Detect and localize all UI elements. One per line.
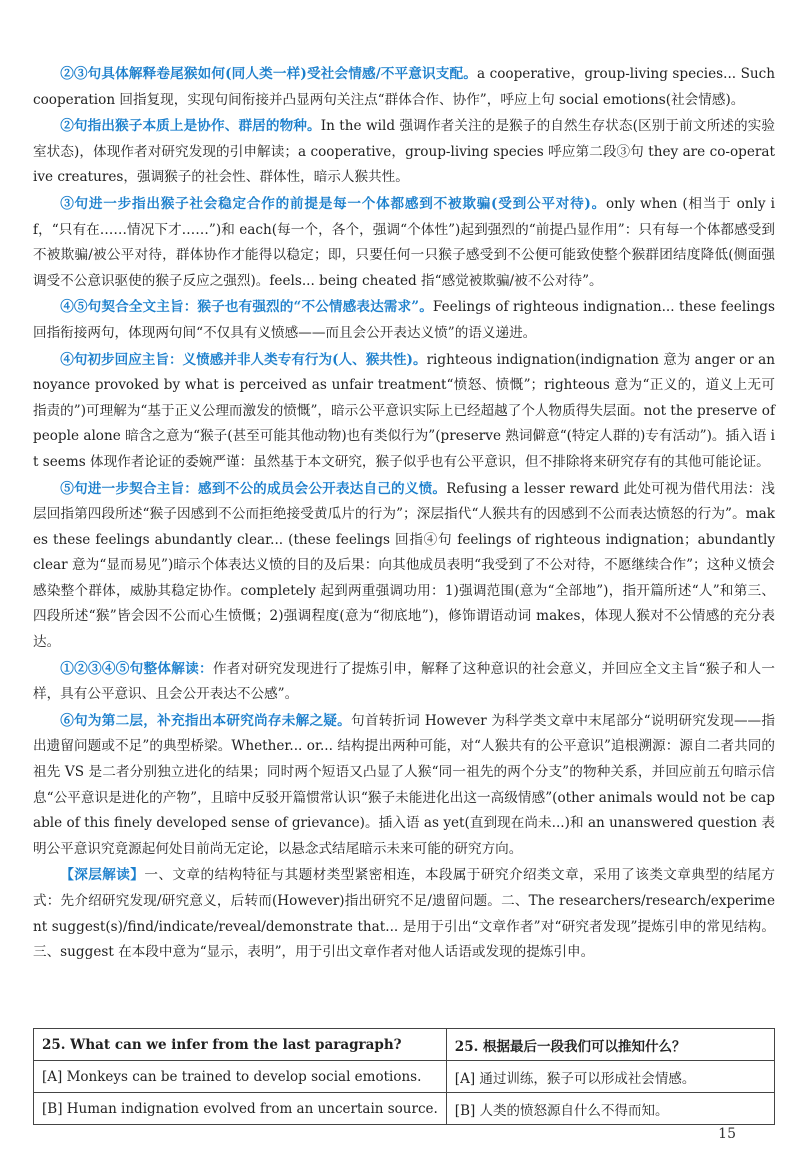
- option-a-english: [A] Monkeys can be trained to develop social emotions.: [34, 1061, 447, 1093]
- paragraph-1: [33, 62, 775, 113]
- question-chinese: 25. 根据最后一段我们可以推知什么？: [446, 1029, 774, 1061]
- commentary-body: [33, 62, 775, 967]
- paragraph-text: In the wild 强调作者关注的是猴子的自然生存状态(区别于前文所述的实验室状态)，体现作者对研究发现的引申解读；a cooperative，group-living species 呼应第二段③句 they are co-operative creatures，强调猴子的社会性、群体性，暗示人猴共性。: [33, 118, 776, 186]
- paragraph-lead: ②③句具体解释卷尾猴如何(同人类一样)受社会情感/不平意识支配。: [60, 66, 478, 82]
- paragraph-7: [33, 657, 775, 708]
- page-number: 15: [718, 1126, 736, 1142]
- paragraph-lead: ⑥句为第二层，补充指出本研究尚存未解之疑。: [60, 712, 351, 729]
- paragraph-lead: ①②③④⑤句整体解读：: [60, 660, 213, 677]
- paragraph-text: a cooperative，group-living species... Such cooperation 回指复现，实现句间衔接并凸显两句关注点“群体合作、协作”，呼应上句 social emotions(社会情感)。: [33, 66, 776, 108]
- question-english: 25. What can we infer from the last paragraph?: [34, 1029, 447, 1061]
- question-row: [34, 1029, 775, 1061]
- paragraph-lead: ④⑤句契合全文主旨：猴子也有强烈的“不公情感表达需求”。: [60, 299, 433, 316]
- paragraph-text: righteous indignation(indignation 意为 anger or annoyance provoked by what is perceived as unfair treatment“愤怒、愤慨”；righteous 意为“正义的，道义上无可指责的”)可理解为“基于正义公理而激发的愤慨”，暗示公平意识实际上已经超越了个人物质得失层面。not the preserve of people alone 暗含之意为“猴子(甚至可能其他动物)也有类似行为”(preserve 熟词僻意“(特定人群的)专有活动”)。插入语 it seems 体现作者论证的委婉严谨：虽然基于本文研究，猴子似乎也有公平意识，但不排除将来研究存有的其他可能论证。: [33, 351, 776, 470]
- paragraph-text: 句首转折词 However 为科学类文章中末尾部分“说明研究发现——指出遗留问题或不足”的典型桥梁。Whether... or... 结构提出两种可能，对“人猴共有的公平意识”追根溯源：源自二者共同的祖先 VS 是二者分别独立进化的结果；同时两个短语又凸显了人猴“同一祖先的两个分支”的物种关系，并回应前五句暗示信息“公平意识是进化的产物”，且暗中反驳开篇惯常认识“猴子未能进化出这一高级情感”(other animals would not be capable of this finely developed sense of grievance)。插入语 as yet(直到现在尚未...)和 an unanswered question 表明公平意识究竟源起何处目前尚无定论，以悬念式结尾暗示未来可能的研究方向。: [33, 712, 775, 857]
- paragraph-lead: ④句初步回应主旨：义愤感并非人类专有行为(人、猴共性)。: [60, 351, 427, 368]
- deep-reading-tag: 【深层解读】: [60, 867, 145, 884]
- paragraph-4: [33, 295, 775, 346]
- paragraph-lead: ⑤句进一步契合主旨：感到不公的成员会公开表达自己的义愤。: [60, 480, 447, 497]
- option-b-english: [B] Human indignation evolved from an uncertain source.: [34, 1093, 447, 1125]
- paragraph-text: 一、文章的结构特征与其题材类型紧密相连，本段属于研究介绍类文章，采用了该类文章典型的结尾方式：先介绍研究发现/研究意义，后转而(However)指出研究不足/遗留问题。二、The researchers/research/experiment suggest(s)/find/indicate/reveal/demonstrate that... 是用于引出“文章作者”对“研究者发现”提炼引申的常见结构。三、suggest 在本段中意为“显示，表明”，用于引出文章作者对他人话语或发现的提炼引申。: [33, 867, 776, 961]
- option-row-a: [34, 1061, 775, 1093]
- paragraph-lead: ②句指出猴子本质上是协作、群居的物种。: [60, 118, 321, 135]
- paragraph-text: only when (相当于 only if，“只有在……情况下才……”)和 each(每一个，各个，强调“个体性”)起到强烈的“前提凸显作用”：只有每一个体都感受到不被欺骗/被公平对待，群体协作才能得以稳定；即，只要任何一只猴子感受到不公便可能致使整个猴群团结度降低(侧面强调受不公意识驱使的猴子反应之强烈)。feels... being cheated 指“感觉被欺骗/被不公对待”。: [33, 195, 775, 289]
- paragraph-text: Feelings of righteous indignation... these feelings 回指衔接两句，体现两句间“不仅具有义愤感——而且会公开表达义愤”的语义递进。: [33, 299, 775, 341]
- paragraph-deep-reading: [33, 863, 775, 965]
- option-b-chinese: [B] 人类的愤怒源自什么不得而知。: [446, 1093, 774, 1125]
- paragraph-text: Refusing a lesser reward 此处可视为借代用法：浅层回指第四段所述“猴子因感到不公而拒绝接受黄瓜片的行为”；深层指代“人猴共有的因感到不公而表达愤怒的行为”。makes these feelings abundantly clear... (these feelings 回指④句 feelings of righteous indignation；abundantly clear 意为“显而易见”)暗示个体表达义愤的目的及后果：向其他成员表明“我受到了不公对待，不愿继续合作”；这种义愤会感染整个群体，威胁其稳定协作。completely 起到两重强调功用：1)强调范围(意为“全部地”)，指开篇所述“人”和第三、四段所述“猴”皆会因不公而心生愤慨；2)强调程度(意为“彻底地”)，修饰谓语动词 makes，体现人猴对不公情感的充分表达。: [33, 480, 776, 651]
- paragraph-8: [33, 709, 775, 863]
- paragraph-5: [33, 348, 775, 476]
- question-table: [33, 1028, 775, 1125]
- paragraph-3: [33, 192, 775, 294]
- paragraph-lead: ③句进一步指出猴子社会稳定合作的前提是每一个体都感到不被欺骗(受到公平对待)。: [60, 195, 606, 212]
- paragraph-text: 作者对研究发现进行了提炼引申，解释了这种意识的社会意义，并回应全文主旨“猴子和人一样，具有公平意识、且会公开表达不公感”。: [33, 660, 776, 703]
- paragraph-6: [33, 477, 775, 656]
- paragraph-2: [33, 114, 775, 191]
- option-a-chinese: [A] 通过训练，猴子可以形成社会情感。: [446, 1061, 774, 1093]
- option-row-b: [34, 1093, 775, 1125]
